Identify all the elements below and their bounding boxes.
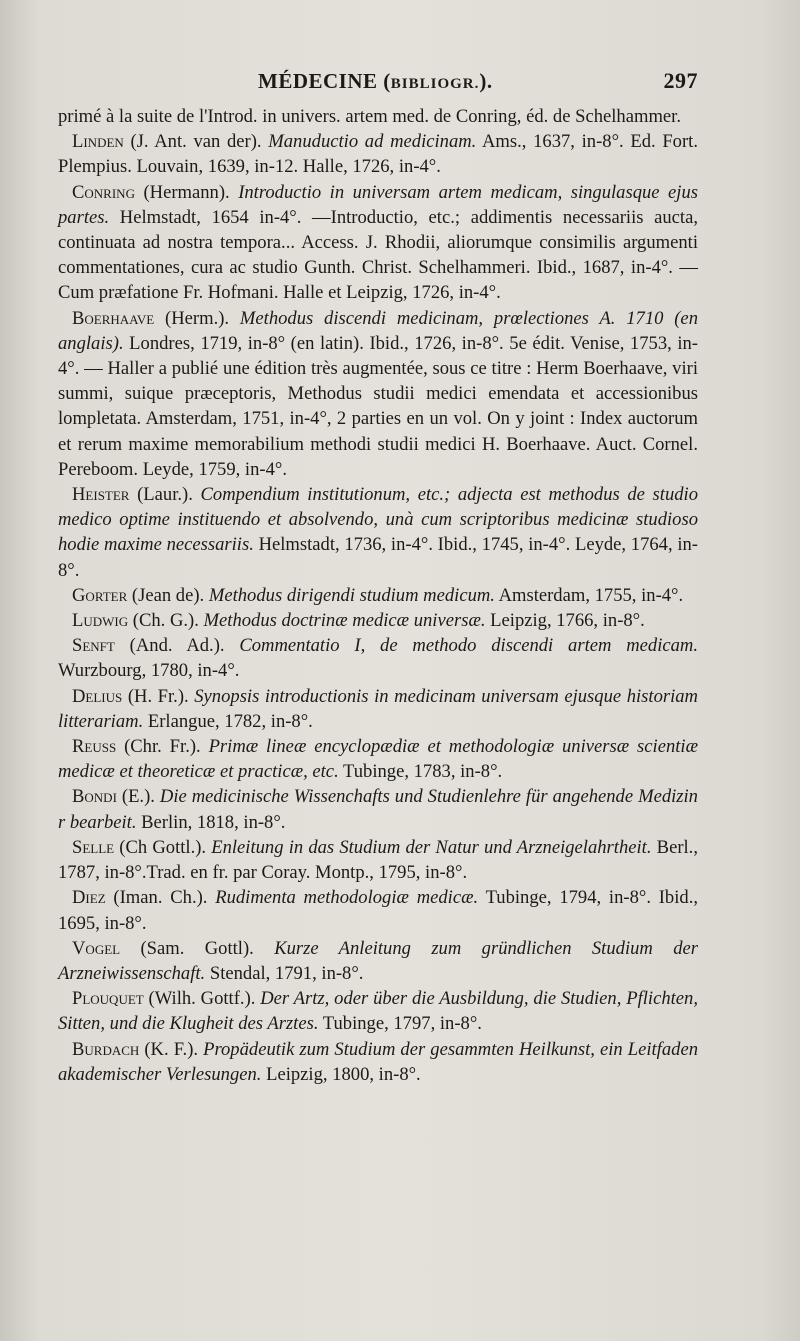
entry-text: primé à la suite de l'Introd. in univers. artem med. de Conring, éd. de Schelhammer. (58, 106, 681, 127)
text-block (58, 68, 698, 1087)
bibliography-entry (58, 482, 698, 583)
entry-name: (Ch Gottl.). (114, 836, 212, 858)
entry-author: Diez (72, 887, 106, 909)
entry-details: Helmstadt, 1654 in-4°. —Introductio, etc.; addimentis necessariis aucta, continuata ad nostra tempora... Access. J. Rhodii, aliorumque consimilis argumenti commentationes, cura ac studio Gunth. Christ. Schelhammeri. Ibid., 1687, in-4°. — Cum præfatione Fr. Hofmani. Halle et Leipzig, 1726, in-4°. (58, 206, 698, 304)
entry-author: Burdach (72, 1038, 140, 1060)
running-title (258, 69, 493, 94)
entry-details: Tubinge, 1794, in-8°. Ibid., 1695, in-8°. (58, 887, 698, 934)
entry-name: (Chr. Fr.). (116, 736, 209, 758)
bibliography-entry (58, 684, 698, 734)
bibliography-entry (58, 986, 698, 1036)
entry-author: Plouquet (72, 988, 144, 1010)
bibliography-entry (58, 583, 698, 608)
entry-title: Propädeutik zum Studium der gesammten Heilkunst, ein Leitfaden akademischer Verlesungen. (58, 1038, 698, 1085)
entry-title: Der Artz, oder über die Ausbildung, die Studien, Pflichten, Sitten, und die Klugheit des Arztes. (58, 988, 698, 1035)
entry-name: (Hermann). (134, 181, 239, 203)
entry-title: Methodus discendi medicinam, prœlectiones A. 1710 (en anglais). (58, 307, 698, 354)
entry-author: Gorter (72, 584, 128, 606)
bibliography-entry (58, 180, 698, 306)
entry-author: Bondi (72, 786, 117, 808)
entry-details: Erlangue, 1782, in-8°. (143, 710, 313, 732)
entry-name: (J. Ant. van der). (123, 131, 269, 153)
bibliography-entry (58, 835, 698, 885)
entry-details: Ams., 1637, in-8°. Ed. Fort. Plempius. Louvain, 1639, in-12. Halle, 1726, in-4°. (58, 131, 698, 178)
entry-title: Synopsis introductionis in medicinam universam ejusque historiam litterariam. (58, 685, 698, 732)
entry-author: Ludwig (72, 610, 129, 632)
entry-title: Primæ lineæ encyclopædiæ et methodologiæ universæ scientiæ medicæ et theoreticæ et practicæ, etc. (58, 736, 698, 783)
entry-details: Leipzig, 1766, in-8°. (485, 610, 645, 632)
entry-author: Linden (72, 131, 124, 153)
entry-name: (Sam. Gottl). (120, 937, 275, 959)
entry-name: (H. Fr.). (122, 685, 195, 707)
bibliography-entry (58, 784, 698, 834)
entry-details: Berl., 1787, in-8°.Trad. en fr. par Coray. Montp., 1795, in-8°. (58, 836, 698, 884)
entry-details: Tubinge, 1783, in-8°. (338, 761, 503, 783)
entry-author: Heister (72, 484, 130, 506)
bibliography-entry (58, 885, 698, 935)
entry-details: Amsterdam, 1755, in-4°. (494, 584, 684, 606)
bibliography-entry (58, 608, 698, 633)
entry-title: Die medicinische Wissenchafts und Studienlehre für angehende Medizin r bearbeit. (58, 786, 698, 833)
bibliography-entry (58, 734, 698, 784)
entry-author: Conring (72, 181, 135, 203)
entry-title: Methodus dirigendi studium medicum. (208, 584, 495, 606)
entry-details: Stendal, 1791, in-8°. (205, 962, 364, 984)
entry-name: (And. Ad.). (114, 635, 240, 657)
entry-name: (Iman. Ch.). (105, 887, 216, 909)
entry-title: Kurze Anleitung zum gründlichen Studium der Arzneiwissenschaft. (58, 937, 698, 984)
bibliography-list (58, 104, 698, 1087)
entry-title: Rudimenta methodologiæ medicæ. (215, 887, 479, 909)
entry-details: Helmstadt, 1736, in-4°. Ibid., 1745, in-4°. Leyde, 1764, in-8°. (58, 534, 698, 581)
entry-author: Delius (72, 685, 123, 707)
entry-title: Enleitung in das Studium der Natur und Arzneigelahrtheit. (211, 836, 652, 858)
entry-details: Wurzbourg, 1780, in-4°. (58, 660, 240, 682)
entry-author: Senft (72, 635, 115, 657)
entry-author: Reuss (72, 736, 117, 758)
bibliography-entry (58, 306, 698, 482)
entry-name: (Laur.). (129, 484, 201, 506)
bibliography-entry (58, 129, 698, 179)
entry-title: Introductio in universam artem medicam, singulasque ejus partes. (58, 181, 698, 228)
running-title-main: MÉDECINE ( (258, 69, 391, 93)
page-number: 297 (663, 68, 698, 93)
bibliography-entry (58, 633, 698, 683)
entry-title: Commentatio I, de methodo discendi artem medicam. (239, 635, 699, 657)
entry-author: Vogel (72, 937, 121, 959)
bibliography-entry (58, 1037, 698, 1087)
entry-name: (Wilh. Gottf.). (143, 988, 261, 1010)
entry-author: Boerhaave (72, 307, 155, 329)
entry-details: Tubinge, 1797, in-8°. (318, 1013, 482, 1035)
running-head (58, 68, 698, 104)
entry-title: Manuductio ad medicinam. (268, 131, 477, 153)
bibliography-entry (58, 104, 698, 129)
entry-name: (E.). (116, 786, 160, 808)
entry-name: (Ch. G.). (128, 610, 204, 632)
entry-title: Compendium institutionum, etc.; adjecta est methodus de studio medico optime instituendo et absolvendo, unà cum scriptoribus medicinæ studioso hodie maxime necessariis. (58, 484, 698, 556)
entry-name: (Jean de). (127, 584, 209, 606)
running-title-small: BIBLIOGR. (390, 76, 480, 92)
entry-name: (K. F.). (139, 1038, 204, 1060)
running-title-end: ). (479, 69, 493, 93)
entry-name: (Herm.). (154, 307, 240, 329)
entry-details: Berlin, 1818, in-8°. (136, 811, 286, 833)
entry-details: Leipzig, 1800, in-8°. (261, 1063, 421, 1085)
entry-author: Selle (72, 836, 115, 858)
entry-title: Methodus doctrinæ medicæ universæ. (203, 610, 486, 632)
bibliography-entry (58, 936, 698, 986)
entry-details: Londres, 1719, in-8° (en latin). Ibid., 1726, in-8°. 5e édit. Venise, 1753, in-4°. — Haller a publié une édition très augmentée, sous ce titre : Herm Boerhaave, viri summi, suique præceptoris, Methodus studii medici emendata et accessionibus lompletata. Amsterdam, 1751, in-4°, 2 parties en un vol. On y joint : Index auctorum et rerum maxime memorabilium methodi studii medici H. Boerhaave. Auct. Cornel. Pereboom. Leyde, 1759, in-4°. (58, 332, 698, 480)
